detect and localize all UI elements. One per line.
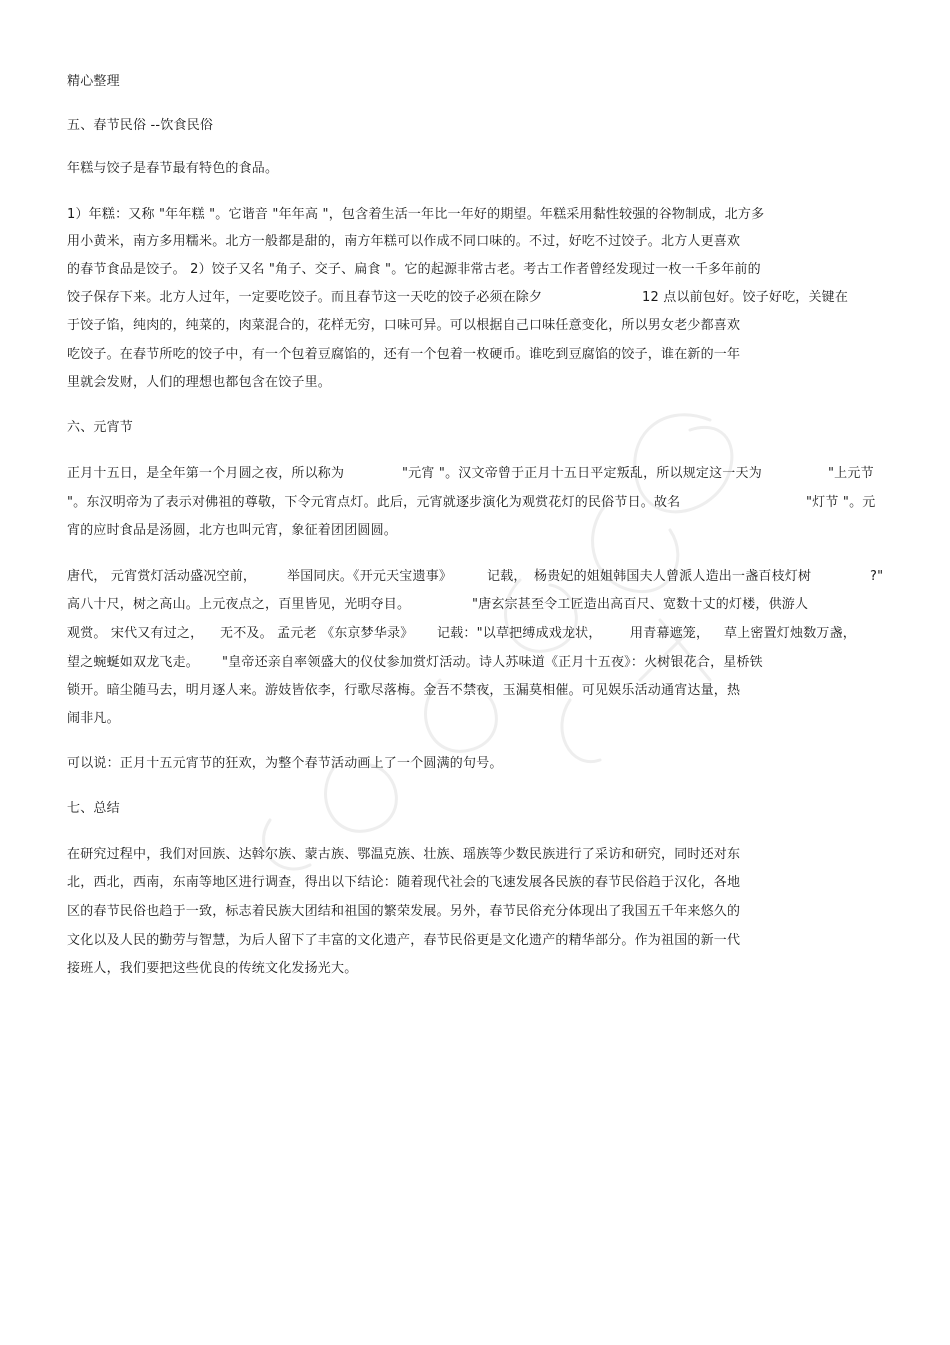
paragraph-line: 草上密置灯烛数万盏，: [724, 626, 857, 641]
paragraph-line: "唐玄宗甚至令工匠造出高百尺、宽数十丈的灯楼，供游人: [472, 597, 809, 612]
paragraph-line: 用小黄米，南方多用糯米。北方一般都是甜的，南方年糕可以作成不同口味的。不过，好吃不过饺子。北方人更喜欢: [67, 234, 741, 249]
paragraph-line: 北，西北，西南，东南等地区进行调查，得出以下结论：随着现代社会的飞速发展各民族的春节民俗趋于汉化，各地: [67, 875, 741, 890]
paragraph-line: 正月十五日，是全年第一个月圆之夜，所以称为: [67, 466, 345, 481]
paragraph-line: 举国同庆。《开元天宝遗事》: [287, 569, 453, 584]
paragraph-line: 锁开。暗尘随马去，明月逐人来。游妓皆依李，行歌尽落梅。金吾不禁夜，玉漏莫相催。可见娱乐活动通宵达量，热: [67, 683, 741, 698]
paragraph-line: 观赏。 宋代又有过之，: [67, 626, 204, 641]
paragraph-line: 饺子保存下来。北方人过年，一定要吃饺子。而且春节这一天吃的饺子必须在除夕: [67, 290, 543, 305]
paragraph-line: 用青幕遮笼，: [630, 626, 710, 641]
paragraph-line: 在研究过程中，我们对回族、达斡尔族、蒙古族、鄂温克族、壮族、瑶族等少数民族进行了采访和研究，同时还对东: [67, 847, 741, 862]
paragraph-line: 记载："以草把缚成戏龙状，: [437, 626, 602, 641]
section-5-intro: 年糕与饺子是春节最有特色的食品。: [67, 161, 279, 176]
paragraph-line: "灯节 "。元: [806, 495, 876, 510]
section-6-title: 六、元宵节: [67, 420, 134, 435]
paragraph-line: "元宵 "。汉文帝曾于正月十五日平定叛乱，所以规定这一天为: [402, 466, 762, 481]
paragraph-line: 12 点以前包好。饺子好吃，关键在: [642, 290, 849, 305]
paragraph-line: 记载，: [487, 569, 527, 584]
paragraph-line: 望之蜿蜒如双龙飞走。: [67, 655, 200, 670]
paragraph-line: 杨贵妃的姐姐韩国夫人曾派人造出一盏百枝灯树: [534, 569, 812, 584]
section-7-title: 七、总结: [67, 801, 120, 816]
paragraph-line: 无不及。 孟元老 《东京梦华录》: [220, 626, 414, 641]
paragraph-line: 区的春节民俗也趋于一致，标志着民族大团结和祖国的繁荣发展。另外，春节民俗充分体现出了我国五千年来悠久的: [67, 904, 741, 919]
paragraph-line: "上元节: [828, 466, 874, 481]
paragraph-line: 的春节食品是饺子。 2）饺子又名 "角子、交子、扁食 "。它的起源非常古老。考古工作者曾经发现过一枚一千多年前的: [67, 262, 761, 277]
paragraph-line: 高八十尺，树之高山。上元夜点之，百里皆见，光明夺目。: [67, 597, 411, 612]
paragraph-line: ?": [870, 569, 884, 584]
paragraph-line: 闹非凡。: [67, 711, 120, 726]
paragraph-line: 里就会发财，人们的理想也都包含在饺子里。: [67, 375, 332, 390]
paragraph-line: 宵的应时食品是汤圆，北方也叫元宵，象征着团团圆圆。: [67, 523, 398, 538]
paragraph-line: 文化以及人民的勤劳与智慧，为后人留下了丰富的文化遗产，春节民俗更是文化遗产的精华部分。作为祖国的新一代: [67, 933, 741, 948]
paragraph-line: 唐代， 元宵赏灯活动盛况空前，: [67, 569, 257, 584]
paragraph-line: 1）年糕：又称 "年年糕 "。它谐音 "年年高 "，包含着生活一年比一年好的期望。年糕采用黏性较强的谷物制成，北方多: [67, 207, 765, 222]
paragraph-line: 于饺子馅，纯肉的，纯菜的，肉菜混合的，花样无穷，口味可异。可以根据自己口味任意变化，所以男女老少都喜欢: [67, 318, 741, 333]
section-6-conclusion: 可以说：正月十五元宵节的狂欢，为整个春节活动画上了一个圆满的句号。: [67, 756, 503, 771]
paragraph-line: "皇帝还亲自率领盛大的仪仗参加赏灯活动。诗人苏味道《正月十五夜》：火树银花合，星桥铁: [222, 655, 763, 670]
paragraph-line: 接班人，我们要把这些优良的传统文化发扬光大。: [67, 961, 358, 976]
header-label: 精心整理: [67, 74, 120, 89]
paragraph-line: "。东汉明帝为了表示对佛祖的尊敬，下令元宵点灯。此后，元宵就逐步演化为观赏花灯的民俗节日。故名: [67, 495, 681, 510]
section-5-title: 五、春节民俗 --饮食民俗: [67, 118, 214, 133]
paragraph-line: 吃饺子。在春节所吃的饺子中，有一个包着豆腐馅的，还有一个包着一枚硬币。谁吃到豆腐馅的饺子，谁在新的一年: [67, 347, 741, 362]
